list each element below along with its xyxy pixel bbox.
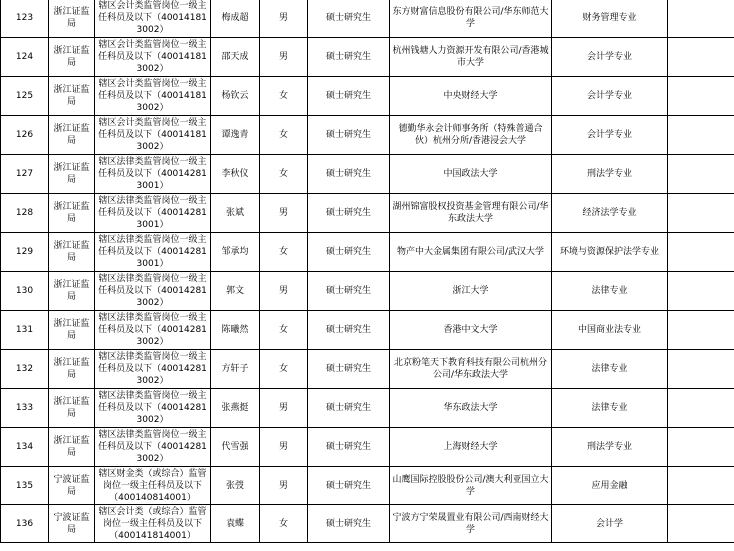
regulator-name-cell: 浙江证监局 xyxy=(49,77,95,116)
gender-cell: 女 xyxy=(260,233,308,272)
education-level-cell: 硕士研究生 xyxy=(308,77,390,116)
position-title-cell: 辖区会计类监管岗位一级主任科员及以下（400141813002） xyxy=(95,116,211,155)
position-title-cell: 辖区财金类（或综合）监管岗位一级主任科员及以下（400140814001） xyxy=(95,467,211,505)
employer-school-cell: 德勤华永会计师事务所（特殊普通合伙）杭州分所/香港浸会大学 xyxy=(390,116,552,155)
candidate-name-cell: 代雪强 xyxy=(211,428,260,467)
employer-school-cell: 宁波方宁荣晟置业有限公司/西南财经大学 xyxy=(390,505,552,543)
row-number-cell: 136 xyxy=(1,505,49,543)
regulator-name-cell: 浙江证监局 xyxy=(49,116,95,155)
table-row xyxy=(1,428,734,467)
remarks-cell xyxy=(668,194,734,233)
major-cell: 法律专业 xyxy=(552,389,668,428)
remarks-cell xyxy=(668,467,734,505)
table-row xyxy=(1,194,734,233)
regulator-name-cell: 浙江证监局 xyxy=(49,233,95,272)
remarks-cell xyxy=(668,77,734,116)
row-number-cell: 132 xyxy=(1,350,49,389)
candidate-name-cell: 方轩子 xyxy=(211,350,260,389)
table-row xyxy=(1,389,734,428)
education-level-cell: 硕士研究生 xyxy=(308,311,390,350)
education-level-cell: 硕士研究生 xyxy=(308,194,390,233)
position-title-cell: 辖区法律类监管岗位一级主任科员及以下（400142813002） xyxy=(95,428,211,467)
regulator-name-cell: 浙江证监局 xyxy=(49,389,95,428)
employer-school-cell: 浙江大学 xyxy=(390,272,552,311)
candidate-name-cell: 陈曦然 xyxy=(211,311,260,350)
table-row xyxy=(1,116,734,155)
row-number-cell: 134 xyxy=(1,428,49,467)
candidate-table-body xyxy=(1,0,734,543)
table-row xyxy=(1,272,734,311)
candidate-name-cell: 张弢 xyxy=(211,467,260,505)
row-number-cell: 131 xyxy=(1,311,49,350)
row-number-cell: 133 xyxy=(1,389,49,428)
gender-cell: 男 xyxy=(260,272,308,311)
major-cell: 会计学 xyxy=(552,505,668,543)
employer-school-cell: 上海财经大学 xyxy=(390,428,552,467)
education-level-cell: 硕士研究生 xyxy=(308,272,390,311)
employer-school-cell: 北京粉笔天下教育科技有限公司杭州分公司/华东政法大学 xyxy=(390,350,552,389)
gender-cell: 男 xyxy=(260,0,308,38)
remarks-cell xyxy=(668,350,734,389)
regulator-name-cell: 浙江证监局 xyxy=(49,428,95,467)
major-cell: 财务管理专业 xyxy=(552,0,668,38)
major-cell: 刑法学专业 xyxy=(552,428,668,467)
education-level-cell: 硕士研究生 xyxy=(308,467,390,505)
regulator-name-cell: 浙江证监局 xyxy=(49,155,95,194)
table-row xyxy=(1,155,734,194)
remarks-cell xyxy=(668,38,734,77)
position-title-cell: 辖区会计类（或综合）监管岗位一级主任科员及以下（400141814001） xyxy=(95,505,211,543)
candidate-name-cell: 邵天成 xyxy=(211,38,260,77)
row-number-cell: 129 xyxy=(1,233,49,272)
education-level-cell: 硕士研究生 xyxy=(308,428,390,467)
candidate-name-cell: 袁蝶 xyxy=(211,505,260,543)
row-number-cell: 124 xyxy=(1,38,49,77)
remarks-cell xyxy=(668,0,734,38)
gender-cell: 女 xyxy=(260,155,308,194)
table-row xyxy=(1,77,734,116)
gender-cell: 男 xyxy=(260,428,308,467)
education-level-cell: 硕士研究生 xyxy=(308,116,390,155)
table-row xyxy=(1,233,734,272)
row-number-cell: 126 xyxy=(1,116,49,155)
gender-cell: 女 xyxy=(260,505,308,543)
remarks-cell xyxy=(668,155,734,194)
remarks-cell xyxy=(668,233,734,272)
remarks-cell xyxy=(668,116,734,155)
row-number-cell: 127 xyxy=(1,155,49,194)
regulator-name-cell: 浙江证监局 xyxy=(49,38,95,77)
employer-school-cell: 华东政法大学 xyxy=(390,389,552,428)
regulator-name-cell: 浙江证监局 xyxy=(49,311,95,350)
position-title-cell: 辖区法律类监管岗位一级主任科员及以下（400142813001） xyxy=(95,233,211,272)
remarks-cell xyxy=(668,505,734,543)
candidate-name-cell: 张燕挺 xyxy=(211,389,260,428)
regulator-name-cell: 浙江证监局 xyxy=(49,194,95,233)
remarks-cell xyxy=(668,311,734,350)
table-row xyxy=(1,0,734,38)
major-cell: 会计学专业 xyxy=(552,38,668,77)
table-row xyxy=(1,505,734,543)
position-title-cell: 辖区法律类监管岗位一级主任科员及以下（400142813001） xyxy=(95,194,211,233)
position-title-cell: 辖区法律类监管岗位一级主任科员及以下（400142813001） xyxy=(95,155,211,194)
regulator-name-cell: 浙江证监局 xyxy=(49,350,95,389)
remarks-cell xyxy=(668,272,734,311)
education-level-cell: 硕士研究生 xyxy=(308,0,390,38)
employer-school-cell: 杭州钱塘人力资源开发有限公司/香港城市大学 xyxy=(390,38,552,77)
gender-cell: 女 xyxy=(260,77,308,116)
regulator-name-cell: 浙江证监局 xyxy=(49,0,95,38)
employer-school-cell: 物产中大金属集团有限公司/武汉大学 xyxy=(390,233,552,272)
gender-cell: 女 xyxy=(260,350,308,389)
gender-cell: 男 xyxy=(260,467,308,505)
candidate-name-cell: 郭文 xyxy=(211,272,260,311)
regulator-name-cell: 宁波证监局 xyxy=(49,505,95,543)
regulator-name-cell: 宁波证监局 xyxy=(49,467,95,505)
table-row xyxy=(1,467,734,505)
major-cell: 环境与资源保护法学专业 xyxy=(552,233,668,272)
employer-school-cell: 中国政法大学 xyxy=(390,155,552,194)
gender-cell: 男 xyxy=(260,38,308,77)
table-row xyxy=(1,38,734,77)
table-row xyxy=(1,311,734,350)
major-cell: 法律专业 xyxy=(552,272,668,311)
position-title-cell: 辖区法律类监管岗位一级主任科员及以下（400142813002） xyxy=(95,311,211,350)
gender-cell: 男 xyxy=(260,389,308,428)
table-row xyxy=(1,350,734,389)
major-cell: 应用金融 xyxy=(552,467,668,505)
gender-cell: 男 xyxy=(260,194,308,233)
major-cell: 会计学专业 xyxy=(552,116,668,155)
candidate-name-cell: 梅成超 xyxy=(211,0,260,38)
position-title-cell: 辖区会计类监管岗位一级主任科员及以下（400141813002） xyxy=(95,0,211,38)
employer-school-cell: 中央财经大学 xyxy=(390,77,552,116)
major-cell: 刑法学专业 xyxy=(552,155,668,194)
candidate-name-cell: 李秋仪 xyxy=(211,155,260,194)
row-number-cell: 123 xyxy=(1,0,49,38)
education-level-cell: 硕士研究生 xyxy=(308,389,390,428)
row-number-cell: 130 xyxy=(1,272,49,311)
education-level-cell: 硕士研究生 xyxy=(308,38,390,77)
major-cell: 会计学专业 xyxy=(552,77,668,116)
employer-school-cell: 东方财富信息股份有限公司/华东师范大学 xyxy=(390,0,552,38)
position-title-cell: 辖区法律类监管岗位一级主任科员及以下（400142813002） xyxy=(95,389,211,428)
candidate-name-cell: 张斌 xyxy=(211,194,260,233)
position-title-cell: 辖区会计类监管岗位一级主任科员及以下（400141813002） xyxy=(95,77,211,116)
education-level-cell: 硕士研究生 xyxy=(308,350,390,389)
employer-school-cell: 山鹰国际控股股份公司/澳大利亚国立大学 xyxy=(390,467,552,505)
education-level-cell: 硕士研究生 xyxy=(308,505,390,543)
remarks-cell xyxy=(668,428,734,467)
major-cell: 经济法学专业 xyxy=(552,194,668,233)
major-cell: 中国商业法专业 xyxy=(552,311,668,350)
gender-cell: 女 xyxy=(260,311,308,350)
row-number-cell: 128 xyxy=(1,194,49,233)
employer-school-cell: 湖州锦富股权投资基金管理有限公司/华东政法大学 xyxy=(390,194,552,233)
row-number-cell: 125 xyxy=(1,77,49,116)
candidate-name-cell: 谭逸青 xyxy=(211,116,260,155)
regulator-name-cell: 浙江证监局 xyxy=(49,272,95,311)
education-level-cell: 硕士研究生 xyxy=(308,155,390,194)
row-number-cell: 135 xyxy=(1,467,49,505)
position-title-cell: 辖区法律类监管岗位一级主任科员及以下（400142813002） xyxy=(95,272,211,311)
major-cell: 法律专业 xyxy=(552,350,668,389)
position-title-cell: 辖区会计类监管岗位一级主任科员及以下（400141813002） xyxy=(95,38,211,77)
candidate-name-cell: 杨钦云 xyxy=(211,77,260,116)
education-level-cell: 硕士研究生 xyxy=(308,233,390,272)
employer-school-cell: 香港中文大学 xyxy=(390,311,552,350)
candidate-name-cell: 邹承均 xyxy=(211,233,260,272)
position-title-cell: 辖区法律类监管岗位一级主任科员及以下（400142813002） xyxy=(95,350,211,389)
remarks-cell xyxy=(668,389,734,428)
gender-cell: 女 xyxy=(260,116,308,155)
